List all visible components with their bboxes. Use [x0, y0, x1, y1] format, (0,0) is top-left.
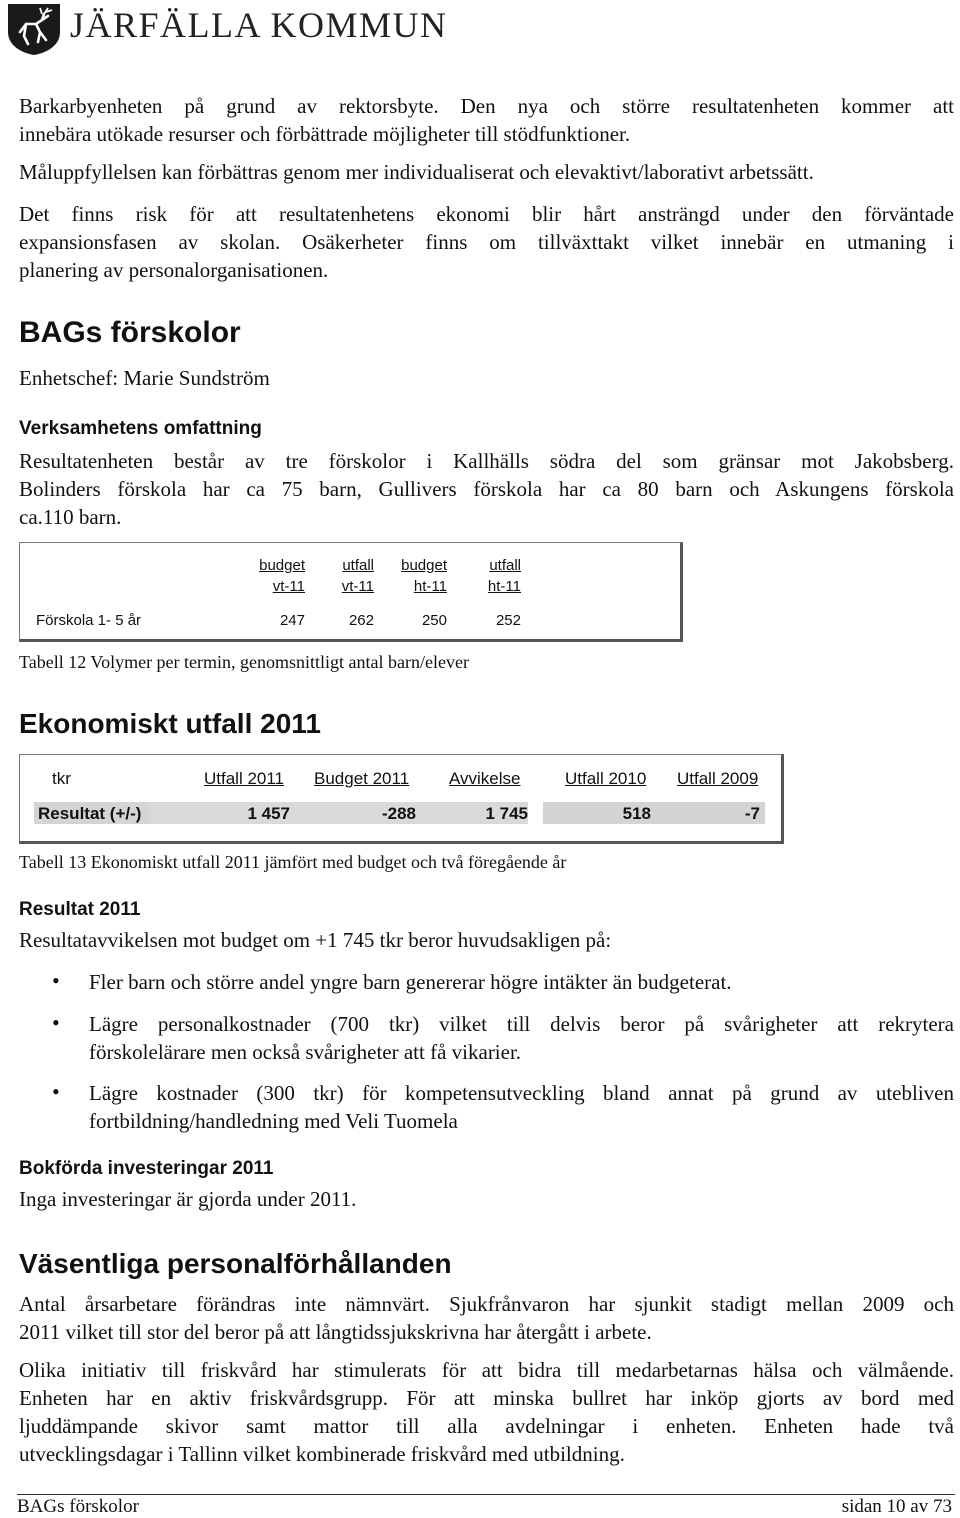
staff-title: Väsentliga personalförhållanden: [19, 1248, 452, 1279]
text-line: Olika initiativ till friskvård har stimulerats för att bidra till medarbetarnas hälsa och välmående.: [19, 1358, 954, 1382]
header-line: budget: [259, 557, 305, 574]
table-cell: 250: [421, 612, 447, 629]
header-line: utfall: [342, 557, 374, 574]
column-header: Budget 2011: [314, 769, 410, 788]
column-header: Avvikelse: [449, 769, 521, 788]
column-header: Utfall 2011: [204, 769, 285, 788]
table-cell: 1 457: [247, 804, 290, 823]
text-line: förskolelärare men också svårigheter att få vikarier.: [89, 1040, 522, 1064]
table-cell: 247: [279, 612, 305, 629]
text-line: Barkarbyenheten på grund av rektorsbyte. Den nya och större resultatenheten kommer att: [19, 94, 954, 118]
text-line: Fler barn och större andel yngre barn genererar högre intäkter än budgeterat.: [89, 970, 732, 994]
text-line: ca.110 barn.: [19, 505, 122, 529]
bullet-icon: •: [52, 1079, 60, 1104]
result-lead: Resultatavvikelsen mot budget om +1 745 tkr beror huvudsakligen på:: [19, 928, 612, 952]
bullet-item: [89, 968, 954, 996]
text-line: Det finns risk för att resultatenhetens ekonomi blir hårt ansträngd under den förväntade: [19, 202, 954, 226]
column-header: [245, 555, 305, 597]
column-header: [461, 555, 521, 597]
intro-paragraph-2: Måluppfyllelsen kan förbättras genom mer individualiserat och elevaktivt/laborativt arbetssätt.: [19, 160, 814, 184]
text-line: Antal årsarbetare förändras inte nämnvärt. Sjukfrånvaron har sjunkit stadigt mellan 2009 och: [19, 1292, 954, 1316]
scope-heading: Verksamhetens omfattning: [19, 418, 262, 439]
intro-paragraph-1: [19, 92, 954, 148]
text-line: Resultatenheten består av tre förskolor i Kallhälls södra del som gränsar mot Jakobsberg.: [19, 449, 954, 473]
footer-divider: [17, 1494, 955, 1495]
bullet-icon: •: [52, 1010, 60, 1035]
row-label: Förskola 1- 5 år: [36, 612, 142, 629]
column-header: tkr: [52, 769, 71, 788]
investments-text: Inga investeringar är gjorda under 2011.: [19, 1187, 357, 1211]
organization-name: JÄRFÄLLA KOMMUN: [70, 5, 448, 45]
text-line: Lägre kostnader (300 tkr) för kompetensutveckling bland annat på grund av utebliven: [89, 1081, 954, 1105]
text-line: 2011 vilket till stor del beror på att långtidssjukskrivna har återgått i arbete.: [19, 1320, 652, 1344]
column-header: Utfall 2009: [677, 769, 759, 788]
table-cell: 252: [495, 612, 521, 629]
municipality-crest-logo: [6, 2, 62, 56]
table-cell: 518: [622, 804, 651, 823]
bullet-icon: •: [52, 968, 60, 993]
header-line: vt-11: [272, 578, 305, 595]
footer-section-name: BAGs förskolor: [17, 1496, 139, 1517]
table-13-caption: Tabell 13 Ekonomiskt utfall 2011 jämfört med budget och två föregående år: [19, 852, 567, 872]
table-cell: -288: [381, 804, 416, 823]
intro-paragraph-3: [19, 200, 954, 284]
staff-paragraph-1: [19, 1290, 954, 1346]
row-label: Resultat (+/-): [38, 804, 142, 823]
text-line: fortbildning/handledning med Veli Tuomela: [89, 1109, 458, 1133]
header-line: vt-11: [341, 578, 374, 595]
column-header: [387, 555, 447, 597]
text-line: Bolinders förskola har ca 75 barn, Gullivers förskola har ca 80 barn och Askungens förskola: [19, 477, 954, 501]
text-line: ljuddämpande skivor samt mattor till alla avdelningar i enheten. Enheten hade två: [19, 1414, 954, 1438]
footer-page-number: sidan 10 av 73: [841, 1496, 952, 1517]
text-line: planering av personalorganisationen.: [19, 258, 329, 282]
table-cell: 262: [348, 612, 374, 629]
economy-table: [19, 754, 784, 844]
text-line: expansionsfasen av skolan. Osäkerheter finns om tillväxttakt vilket innebär en utmaning i: [19, 230, 954, 254]
result-heading: Resultat 2011: [19, 899, 141, 920]
text-line: innebära utökade resurser och förbättrade möjligheter till stödfunktioner.: [19, 122, 631, 146]
economy-title: Ekonomiskt utfall 2011: [19, 708, 321, 739]
bullet-item: [89, 1010, 954, 1066]
header-line: budget: [401, 557, 447, 574]
investments-heading: Bokförda investeringar 2011: [19, 1158, 274, 1179]
staff-paragraph-2: [19, 1356, 954, 1468]
header-line: utfall: [489, 557, 521, 574]
section-title: BAGs förskolor: [19, 316, 241, 349]
column-header: Utfall 2010: [565, 769, 647, 788]
unit-head: Enhetschef: Marie Sundström: [19, 366, 270, 390]
header-line: ht-11: [413, 578, 447, 595]
text-line: Enheten har en aktiv friskvårdsgrupp. För att minska bullret har inköp gjorts av bord med: [19, 1386, 954, 1410]
table-cell: -7: [744, 804, 760, 823]
text-line: utvecklingsdagar i Tallinn vilket kombinerade friskvård med utbildning.: [19, 1442, 625, 1466]
scope-paragraph: [19, 447, 954, 531]
bullet-item: [89, 1079, 954, 1135]
table-cell: 1 745: [485, 804, 528, 823]
text-line: Lägre personalkostnader (700 tkr) vilket till delvis beror på svårigheter att rekrytera: [89, 1012, 954, 1036]
volume-table: [19, 542, 683, 642]
header-line: ht-11: [487, 578, 521, 595]
table-12-caption: Tabell 12 Volymer per termin, genomsnittligt antal barn/elever: [19, 652, 469, 672]
column-header: [314, 555, 374, 597]
